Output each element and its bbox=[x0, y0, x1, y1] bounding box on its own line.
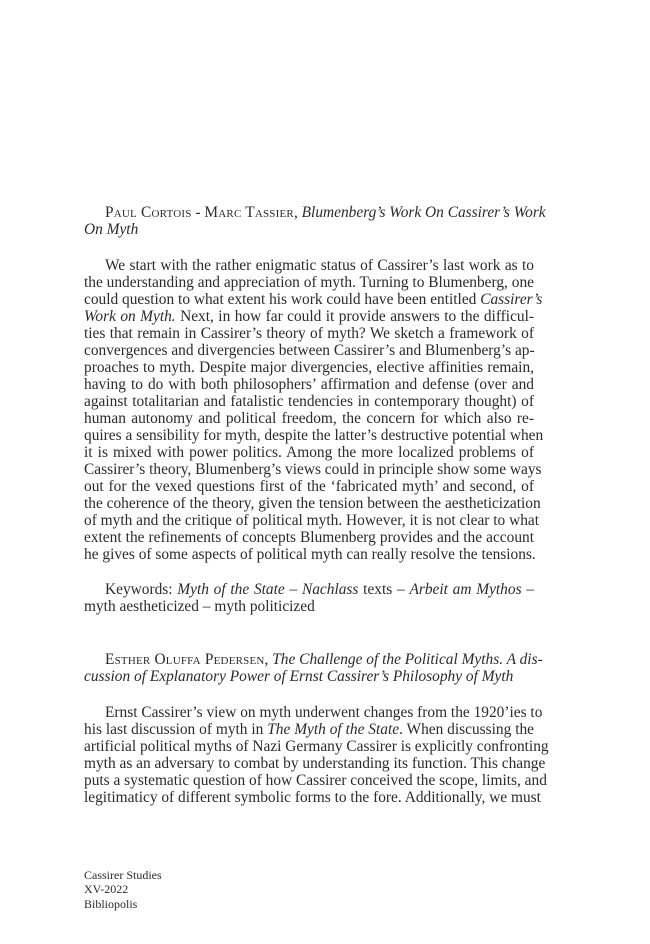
abstract-line: the understanding and appreciation of myth. Turning to Blumenberg, one bbox=[84, 274, 534, 291]
abstract-line: convergences and divergencies between Cassirer’s and Blumenberg’s ap- bbox=[84, 342, 535, 359]
abstract-line: Ernst Cassirer’s view on myth underwent changes from the 1920’ies to bbox=[105, 704, 543, 721]
abstract-line: it is mixed with power politics. Among the more localized problems of bbox=[84, 444, 534, 461]
abstract-line: myth as an adversary to combat by understanding its function. This change bbox=[84, 755, 546, 772]
article2-header-line1: Esther Oluffa Pedersen, The Challenge of the Political Myths. A dis- bbox=[105, 651, 543, 668]
author-name: Esther Oluffa Pedersen bbox=[105, 651, 265, 668]
keywords-line: Keywords: Myth of the State – Nachlass texts – Arbeit am Mythos – bbox=[105, 581, 535, 598]
keywords-line: myth aestheticized – myth politicized bbox=[84, 598, 315, 615]
abstract-line: Cassirer’s theory, Blumenberg’s views could in principle show some ways bbox=[84, 461, 542, 478]
abstract-line: legitimaticy of different symbolic forms to the fore. Additionally, we must bbox=[84, 789, 541, 806]
italic-title: Work on Myth. bbox=[84, 308, 176, 325]
abstract-line: human autonomy and political freedom, the concern for which also re- bbox=[84, 410, 534, 427]
article-title: cussion of Explanatory Power of Ernst Cassirer’s Philosophy of Myth bbox=[84, 668, 514, 685]
author-name: Marc Tassier bbox=[204, 204, 294, 221]
article-title: The Challenge of the Political Myths. A dis- bbox=[272, 651, 543, 668]
abstract-line: ties that remain in Cassirer’s theory of myth? We sketch a framework of bbox=[84, 325, 534, 342]
abstract-line: We start with the rather enigmatic status of Cassirer’s last work as to bbox=[105, 257, 534, 274]
abstract-line: puts a systematic question of how Cassirer conceived the scope, limits, and bbox=[84, 772, 547, 789]
journal-name: Cassirer Studies bbox=[84, 868, 162, 882]
abstract-line: proaches to myth. Despite major divergencies, elective affinities remain, bbox=[84, 359, 534, 376]
abstract-line: he gives of some aspects of political myth can really resolve the tensions. bbox=[84, 546, 536, 563]
italic-title: Cassirer’s bbox=[480, 291, 543, 308]
journal-volume: XV-2022 bbox=[84, 882, 129, 897]
abstract-line: out for the vexed questions first of the ‘fabricated myth’ and second, of bbox=[84, 478, 534, 495]
abstract-line: extent the refinements of concepts Blumenberg provides and the account bbox=[84, 529, 534, 546]
italic-title: The Myth of the State bbox=[267, 721, 400, 738]
author-name: Paul Cortois bbox=[105, 204, 192, 221]
abstract-line: artificial political myths of Nazi Germany Cassirer is explicitly confronting bbox=[84, 738, 549, 755]
abstract-line: having to do with both philosophers’ affirmation and defense (over and bbox=[84, 376, 534, 393]
article1-header-line2 bbox=[84, 221, 138, 238]
abstract-line: could question to what extent his work could have been entitled Cassirer’s bbox=[84, 291, 543, 308]
page-footer bbox=[84, 868, 162, 911]
abstract-line: his last discussion of myth in The Myth of the State. When discussing the bbox=[84, 721, 535, 738]
abstract-line: of myth and the critique of political myth. However, it is not clear to what bbox=[84, 512, 540, 529]
article-title: Blumenberg’s Work On Cassirer’s Work bbox=[301, 204, 546, 221]
abstract-line: quires a sensibility for myth, despite the latter’s destructive potential when bbox=[84, 427, 544, 444]
abstract-line: Work on Myth. Next, in how far could it provide answers to the difficul- bbox=[84, 308, 534, 325]
keywords-label: Keywords: bbox=[105, 581, 178, 598]
article1-header-line1: Paul Cortois - Marc Tassier, Blumenberg’s Work On Cassirer’s Work bbox=[105, 204, 546, 221]
article-title: On Myth bbox=[84, 221, 139, 238]
publisher-name: Bibliopolis bbox=[84, 896, 138, 911]
article2-header-line2 bbox=[84, 668, 513, 685]
abstract-line: against totalitarian and fatalistic tendencies in contemporary thought) of bbox=[84, 393, 534, 410]
abstract-line: the coherence of the theory, given the tension between the aestheticization bbox=[84, 495, 541, 512]
